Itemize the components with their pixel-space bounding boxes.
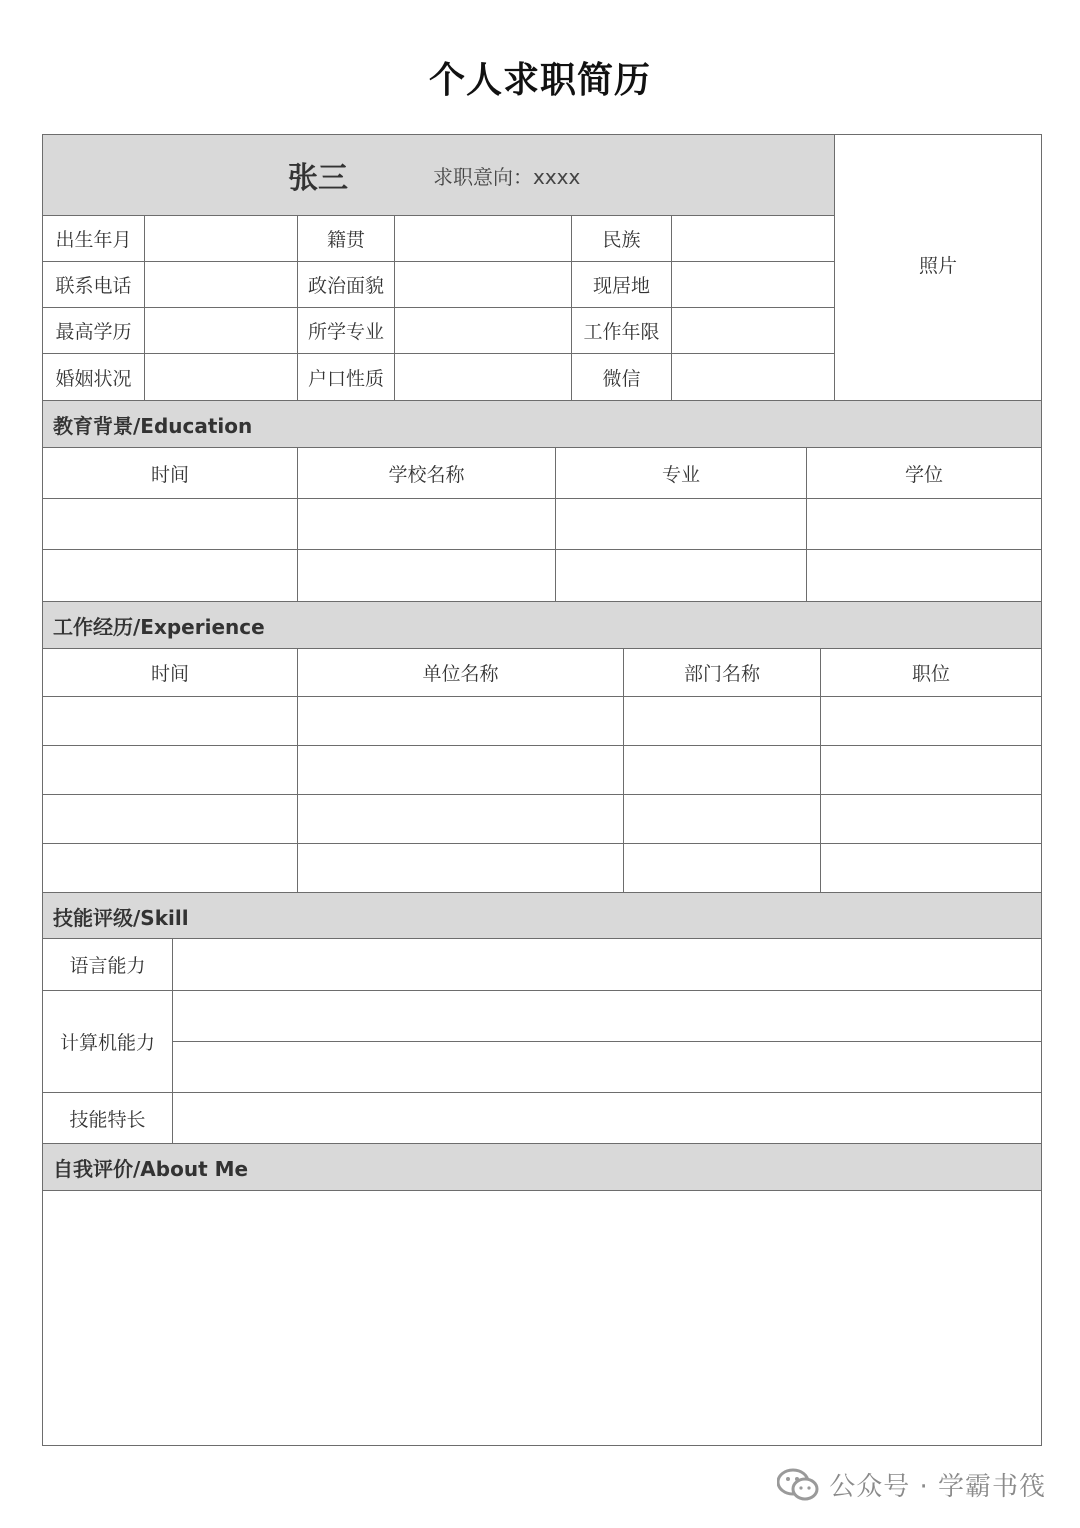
- education-heading: 教育背景/Education: [43, 401, 1041, 447]
- label-degree: 最高学历: [55, 321, 132, 343]
- resume-table: [42, 134, 1042, 1446]
- skills-heading: 技能评级/Skill: [43, 893, 1041, 939]
- watermark-text: 公众号 · 学霸书筏: [829, 1472, 1046, 1502]
- label-phone: 联系电话: [55, 275, 132, 297]
- label-residence: 现居地: [592, 275, 650, 297]
- label-political: 政治面貌: [307, 275, 384, 297]
- wechat-icon: [777, 1468, 819, 1502]
- edu-col-school: 学校名称: [388, 463, 465, 486]
- applicant-name: 张三: [288, 161, 348, 196]
- label-marital: 婚姻状况: [55, 367, 132, 390]
- document-title: 个人求职简历: [428, 60, 651, 101]
- exp-col-department: 部门名称: [683, 663, 760, 685]
- edu-col-major: 专业: [661, 463, 700, 486]
- exp-col-position: 职位: [911, 663, 950, 685]
- job-intent: 求职意向：xxxx: [433, 164, 581, 189]
- skill-computer: 计算机能力: [59, 1032, 155, 1054]
- photo-label: 照片: [918, 255, 957, 277]
- experience-heading: 工作经历/Experience: [43, 602, 1041, 648]
- label-ethnicity: 民族: [602, 229, 641, 251]
- watermark: [777, 1466, 1046, 1503]
- edu-col-degree: 学位: [904, 463, 943, 486]
- skill-specialty: 技能特长: [69, 1108, 146, 1131]
- edu-col-time: 时间: [150, 463, 189, 486]
- about-heading: 自我评价/About Me: [43, 1144, 1041, 1190]
- label-work-years: 工作年限: [583, 321, 660, 343]
- skill-language: 语言能力: [69, 955, 146, 977]
- about-content-area: [43, 1191, 1041, 1445]
- photo-placeholder: [835, 135, 1041, 400]
- label-origin: 籍贯: [326, 229, 365, 251]
- label-wechat: 微信: [602, 367, 641, 390]
- label-hukou: 户口性质: [307, 367, 384, 390]
- exp-col-company: 单位名称: [422, 663, 499, 685]
- label-birth: 出生年月: [55, 229, 132, 251]
- exp-col-time: 时间: [150, 663, 189, 685]
- label-major: 所学专业: [307, 321, 384, 343]
